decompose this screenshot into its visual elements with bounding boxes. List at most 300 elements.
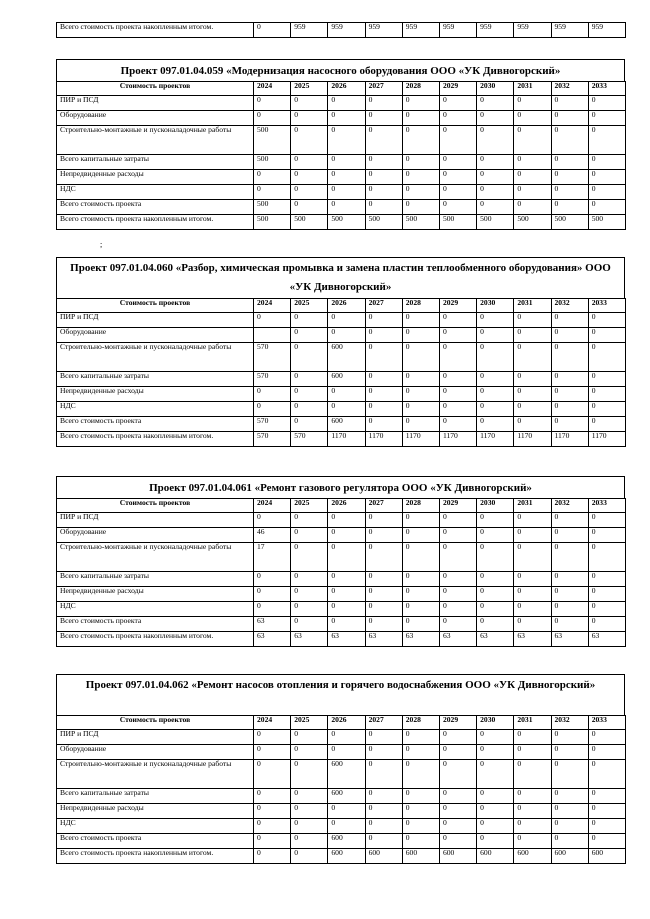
- cell: 0: [477, 745, 514, 760]
- cell: 0: [402, 804, 439, 819]
- table-row: [57, 155, 626, 170]
- cell: 0: [588, 417, 625, 432]
- cell: 500: [439, 215, 476, 230]
- cell: 0: [514, 819, 551, 834]
- cell: 0: [439, 126, 476, 155]
- cost-table: [56, 81, 626, 230]
- cell: 0: [477, 328, 514, 343]
- table-row: [57, 215, 626, 230]
- cell: 0: [514, 804, 551, 819]
- year-header: 2029: [439, 499, 476, 513]
- cell: 63: [254, 617, 291, 632]
- cell: 0: [477, 155, 514, 170]
- cell: 0: [254, 834, 291, 849]
- row-label: ПИР и ПСД: [57, 313, 254, 328]
- cell: 500: [291, 215, 328, 230]
- table-row: [57, 126, 626, 155]
- row-label: Всего стоимость проекта накопленным итогом.: [57, 215, 254, 230]
- cell: 0: [328, 111, 365, 126]
- cell: 63: [588, 632, 625, 647]
- cell: 0: [551, 587, 588, 602]
- cell: 0: [551, 372, 588, 387]
- cell: 0: [291, 328, 328, 343]
- cell: 0: [365, 185, 402, 200]
- cell: 0: [402, 730, 439, 745]
- cell: 0: [402, 402, 439, 417]
- table-row: [57, 543, 626, 572]
- cell: 63: [439, 632, 476, 647]
- cell: 0: [254, 572, 291, 587]
- cell: 17: [254, 543, 291, 572]
- cell: 0: [439, 313, 476, 328]
- cell: 0: [291, 789, 328, 804]
- cell: 0: [514, 417, 551, 432]
- cell: 0: [365, 313, 402, 328]
- year-header: 2025: [291, 716, 328, 730]
- cell: 0: [551, 200, 588, 215]
- cell: 0: [588, 543, 625, 572]
- cell: 0: [328, 617, 365, 632]
- cell: 0: [365, 617, 402, 632]
- cell: 0: [588, 387, 625, 402]
- cell: 0: [551, 513, 588, 528]
- row-label: Оборудование: [57, 328, 254, 343]
- row-label: Оборудование: [57, 745, 254, 760]
- year-header: 2026: [328, 299, 365, 313]
- cell: 0: [365, 372, 402, 387]
- cell: 0: [439, 111, 476, 126]
- cell: 0: [439, 372, 476, 387]
- cell: 0: [402, 185, 439, 200]
- cell: 959: [477, 23, 514, 38]
- cell: 500: [514, 215, 551, 230]
- table-row: [57, 96, 626, 111]
- cell: 0: [402, 313, 439, 328]
- table-row: [57, 23, 626, 38]
- row-label: НДС: [57, 819, 254, 834]
- row-label: Строительно-монтажные и пусконаладочные работы: [57, 543, 254, 572]
- cell: 0: [328, 96, 365, 111]
- cell: 0: [477, 730, 514, 745]
- cell: 0: [254, 23, 291, 38]
- cell: 0: [365, 789, 402, 804]
- cell: 0: [514, 587, 551, 602]
- cell: 0: [551, 804, 588, 819]
- cell: 0: [291, 126, 328, 155]
- cell: 0: [551, 328, 588, 343]
- cell: 0: [551, 387, 588, 402]
- year-header: 2033: [588, 716, 625, 730]
- cell: 0: [551, 745, 588, 760]
- cell: 1170: [328, 432, 365, 447]
- cell: 0: [477, 804, 514, 819]
- cell: 0: [291, 528, 328, 543]
- cell: 0: [254, 185, 291, 200]
- cell: 0: [402, 343, 439, 372]
- header-row: [57, 716, 626, 730]
- cell: 959: [402, 23, 439, 38]
- cell: 1170: [588, 432, 625, 447]
- cell: 0: [365, 587, 402, 602]
- cell: 1170: [439, 432, 476, 447]
- table-row: [57, 170, 626, 185]
- cell: 0: [588, 819, 625, 834]
- year-header: 2025: [291, 82, 328, 96]
- row-label: Непредвиденные расходы: [57, 804, 254, 819]
- cell: 0: [588, 372, 625, 387]
- cell: 0: [439, 387, 476, 402]
- cell: 0: [254, 170, 291, 185]
- cell: 500: [254, 200, 291, 215]
- cell: 0: [402, 528, 439, 543]
- cell: 0: [254, 402, 291, 417]
- cell: 63: [328, 632, 365, 647]
- project-block: [56, 674, 625, 864]
- table-row: [57, 730, 626, 745]
- table-row: [57, 617, 626, 632]
- cell: 0: [439, 155, 476, 170]
- cell: 0: [328, 543, 365, 572]
- cell: 0: [328, 155, 365, 170]
- cell: 0: [291, 96, 328, 111]
- project-block: [56, 59, 625, 230]
- cell: 0: [439, 587, 476, 602]
- table-row: [57, 572, 626, 587]
- cell: 0: [365, 126, 402, 155]
- cell: 0: [514, 343, 551, 372]
- cell: 0: [291, 804, 328, 819]
- cell: 0: [439, 528, 476, 543]
- cell: 0: [439, 804, 476, 819]
- project-title: Проект 097.01.04.062 «Ремонт насосов отопления и горячего водоснабжения ООО «УК Дивногорский»: [56, 674, 625, 715]
- cell: 0: [514, 96, 551, 111]
- cell: 0: [365, 96, 402, 111]
- cell: 600: [328, 849, 365, 864]
- cell: 1170: [365, 432, 402, 447]
- cell: 0: [439, 617, 476, 632]
- cell: 0: [588, 528, 625, 543]
- year-header: 2031: [514, 499, 551, 513]
- cell: 0: [402, 760, 439, 789]
- cell: 600: [328, 834, 365, 849]
- table-row: [57, 513, 626, 528]
- year-header: 2030: [477, 499, 514, 513]
- cell: 0: [588, 587, 625, 602]
- cell: 0: [588, 572, 625, 587]
- cell: 0: [588, 96, 625, 111]
- cell: 959: [328, 23, 365, 38]
- row-label: Всего стоимость проекта: [57, 617, 254, 632]
- cell: 0: [514, 760, 551, 789]
- cell: 0: [439, 572, 476, 587]
- cell: 0: [365, 819, 402, 834]
- cell: 0: [291, 343, 328, 372]
- cell: 0: [439, 343, 476, 372]
- separator-mark: ;: [100, 240, 103, 249]
- cell: 0: [365, 602, 402, 617]
- cell: 0: [254, 730, 291, 745]
- cell: 0: [588, 804, 625, 819]
- table-row: [57, 343, 626, 372]
- cell: 0: [439, 789, 476, 804]
- cell: 0: [254, 760, 291, 789]
- header-row: [57, 299, 626, 313]
- cell: 0: [477, 789, 514, 804]
- table-row: [57, 804, 626, 819]
- cell: 500: [254, 155, 291, 170]
- table-row: [57, 528, 626, 543]
- cell: 0: [439, 834, 476, 849]
- cell: 0: [328, 819, 365, 834]
- cell: 0: [328, 602, 365, 617]
- row-label: ПИР и ПСД: [57, 730, 254, 745]
- cell: 0: [514, 372, 551, 387]
- cell: 46: [254, 528, 291, 543]
- year-header: 2032: [551, 499, 588, 513]
- cell: [254, 328, 291, 343]
- cell: 0: [291, 200, 328, 215]
- cell: 0: [588, 328, 625, 343]
- cell: 0: [551, 834, 588, 849]
- cell: 0: [291, 760, 328, 789]
- year-header: 2026: [328, 716, 365, 730]
- year-header: 2031: [514, 716, 551, 730]
- cell: 0: [254, 313, 291, 328]
- cell: 0: [477, 617, 514, 632]
- cell: 0: [402, 602, 439, 617]
- cell: 0: [514, 834, 551, 849]
- cell: 0: [365, 200, 402, 215]
- cell: 0: [551, 185, 588, 200]
- cell: 500: [254, 215, 291, 230]
- cell: 0: [514, 200, 551, 215]
- cell: 0: [588, 513, 625, 528]
- cell: 0: [402, 170, 439, 185]
- cell: 0: [439, 200, 476, 215]
- cell: 0: [439, 170, 476, 185]
- cell: 959: [439, 23, 476, 38]
- cell: 0: [402, 572, 439, 587]
- table-row: [57, 111, 626, 126]
- cell: 0: [328, 587, 365, 602]
- cell: 570: [291, 432, 328, 447]
- cell: 600: [514, 849, 551, 864]
- cell: 0: [477, 372, 514, 387]
- cell: 0: [439, 745, 476, 760]
- cell: 0: [402, 372, 439, 387]
- cell: 0: [514, 126, 551, 155]
- cell: 500: [328, 215, 365, 230]
- cell: 63: [365, 632, 402, 647]
- row-label: Всего капитальные затраты: [57, 155, 254, 170]
- row-label: Непредвиденные расходы: [57, 587, 254, 602]
- cell: 0: [477, 200, 514, 215]
- cell: 63: [402, 632, 439, 647]
- cell: 0: [365, 730, 402, 745]
- year-header: 2031: [514, 82, 551, 96]
- cell: 0: [588, 111, 625, 126]
- cell: 0: [291, 745, 328, 760]
- cell: 0: [254, 745, 291, 760]
- cell: 0: [254, 804, 291, 819]
- row-label: НДС: [57, 402, 254, 417]
- cell: 0: [514, 528, 551, 543]
- cell: 570: [254, 432, 291, 447]
- cell: 0: [328, 126, 365, 155]
- cell: 0: [551, 572, 588, 587]
- cell: 0: [439, 602, 476, 617]
- cell: 0: [588, 745, 625, 760]
- year-header: 2028: [402, 82, 439, 96]
- cell: 0: [328, 200, 365, 215]
- table-row: [57, 849, 626, 864]
- cell: 0: [254, 587, 291, 602]
- cell: 0: [291, 402, 328, 417]
- cell: 0: [365, 834, 402, 849]
- cell: 0: [365, 760, 402, 789]
- cost-table: [56, 715, 626, 864]
- cell: 0: [551, 313, 588, 328]
- row-label: Всего стоимость проекта: [57, 834, 254, 849]
- cell: 0: [551, 111, 588, 126]
- cell: 0: [328, 528, 365, 543]
- cell: 570: [254, 417, 291, 432]
- cell: 0: [551, 730, 588, 745]
- cell: 1170: [551, 432, 588, 447]
- row-label: Строительно-монтажные и пусконаладочные работы: [57, 343, 254, 372]
- row-label: ПИР и ПСД: [57, 513, 254, 528]
- row-label: Строительно-монтажные и пусконаладочные работы: [57, 760, 254, 789]
- row-label: Непредвиденные расходы: [57, 170, 254, 185]
- cell: 0: [291, 602, 328, 617]
- cell: 0: [551, 343, 588, 372]
- cell: 0: [402, 617, 439, 632]
- cell: 1170: [402, 432, 439, 447]
- cell: 0: [551, 170, 588, 185]
- cell: 0: [477, 387, 514, 402]
- cell: 0: [477, 402, 514, 417]
- table-row: [57, 387, 626, 402]
- cell: 0: [254, 111, 291, 126]
- table-row: [57, 372, 626, 387]
- cell: 0: [514, 572, 551, 587]
- cell: 0: [328, 745, 365, 760]
- cell: 0: [328, 730, 365, 745]
- cell: 0: [514, 543, 551, 572]
- cell: 500: [588, 215, 625, 230]
- cell: 0: [291, 543, 328, 572]
- cell: 0: [291, 185, 328, 200]
- cell: 0: [514, 789, 551, 804]
- cell: 0: [291, 155, 328, 170]
- top-continuation-table: [56, 22, 625, 38]
- cell: 0: [365, 402, 402, 417]
- cell: 0: [254, 513, 291, 528]
- year-header: 2025: [291, 499, 328, 513]
- cell: 0: [588, 126, 625, 155]
- year-header: 2024: [254, 82, 291, 96]
- cell: 0: [402, 387, 439, 402]
- cell: 0: [365, 387, 402, 402]
- row-label: Всего капитальные затраты: [57, 572, 254, 587]
- cell: 959: [365, 23, 402, 38]
- year-header: 2025: [291, 299, 328, 313]
- cell: 0: [551, 789, 588, 804]
- cell: 0: [439, 760, 476, 789]
- cell: 0: [477, 170, 514, 185]
- year-header: 2027: [365, 82, 402, 96]
- table-row: [57, 602, 626, 617]
- year-header: 2032: [551, 82, 588, 96]
- cell: 500: [477, 215, 514, 230]
- header-row: [57, 82, 626, 96]
- row-label: ПИР и ПСД: [57, 96, 254, 111]
- cell: 570: [254, 372, 291, 387]
- cell: 0: [514, 387, 551, 402]
- cell: 0: [477, 587, 514, 602]
- cell: 0: [588, 402, 625, 417]
- row-label: Оборудование: [57, 528, 254, 543]
- cell: 0: [365, 170, 402, 185]
- cell: 0: [291, 849, 328, 864]
- year-header: 2029: [439, 716, 476, 730]
- row-label: Всего стоимость проекта накопленным итогом.: [57, 23, 254, 38]
- cell: 1170: [477, 432, 514, 447]
- cell: 0: [551, 819, 588, 834]
- cell: 0: [254, 387, 291, 402]
- cost-table: [56, 498, 626, 647]
- cell: 0: [551, 528, 588, 543]
- table-row: [57, 417, 626, 432]
- cell: 0: [477, 760, 514, 789]
- cell: 0: [588, 760, 625, 789]
- row-label: Всего капитальные затраты: [57, 372, 254, 387]
- project-block: [56, 257, 625, 447]
- year-header: 2024: [254, 716, 291, 730]
- cell: 1170: [514, 432, 551, 447]
- cell: 0: [477, 528, 514, 543]
- cell: 0: [477, 513, 514, 528]
- cell: 0: [439, 96, 476, 111]
- cell: 0: [514, 155, 551, 170]
- cell: 0: [588, 834, 625, 849]
- cell: 0: [365, 111, 402, 126]
- cell: 0: [477, 343, 514, 372]
- cell: 0: [402, 96, 439, 111]
- cell: 63: [254, 632, 291, 647]
- table-row: [57, 819, 626, 834]
- cell: 600: [328, 417, 365, 432]
- year-header: 2033: [588, 299, 625, 313]
- cell: 0: [328, 313, 365, 328]
- year-header: 2026: [328, 499, 365, 513]
- year-header: 2027: [365, 499, 402, 513]
- cell: 0: [477, 111, 514, 126]
- cell: 0: [291, 387, 328, 402]
- cell: 0: [439, 543, 476, 572]
- cell: 0: [365, 528, 402, 543]
- cell: 0: [551, 417, 588, 432]
- cell: 0: [439, 417, 476, 432]
- cell: 600: [551, 849, 588, 864]
- cell: 959: [588, 23, 625, 38]
- table-row: [57, 185, 626, 200]
- year-header: 2030: [477, 299, 514, 313]
- table-row: [57, 834, 626, 849]
- cell: 570: [254, 343, 291, 372]
- cell: 959: [514, 23, 551, 38]
- cell: 0: [365, 155, 402, 170]
